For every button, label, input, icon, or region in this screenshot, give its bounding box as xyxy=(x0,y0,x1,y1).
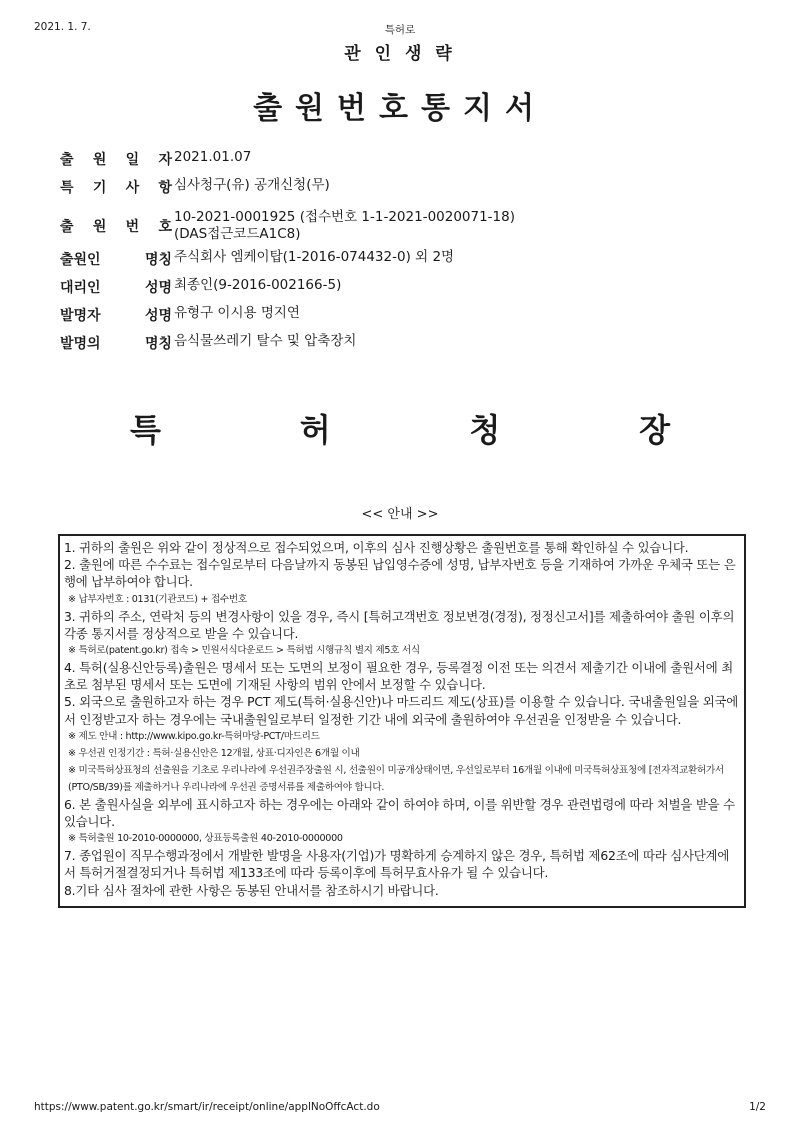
notice-item: 6. 본 출원사실을 외부에 표시하고자 하는 경우에는 아래와 같이 하여야 하며, 이를 위반할 경우 관련법령에 따라 처벌을 받을 수 있습니다. xyxy=(64,796,735,830)
info-label: 출원인 명칭 xyxy=(60,252,172,268)
notice-subnote: ※ 제도 안내 : http://www.kipo.go.kr-특허마당-PCT/마드리드 xyxy=(68,730,320,742)
info-label: 발명자 성명 xyxy=(60,308,172,324)
document-title: 출원번호통지서 xyxy=(253,91,547,126)
authority-char: 특 xyxy=(130,411,161,449)
info-label: 출 원 일 자 xyxy=(60,152,172,168)
notice-item: 3. 귀하의 주소, 연락처 등의 변경사항이 있을 경우, 즉시 [특허고객번호 정보변경(경정), 정정신고서]를 제출하여야 출원 이후의 각종 통지서를 정상적으로 받을 수 있습니다. xyxy=(64,608,735,641)
notice-subnote: ※ 특허로(patent.go.kr) 접속 > 민원서식다운로드 > 특허법 시행규칙 별지 제5호 서식 xyxy=(68,645,420,657)
notice-item: 2. 출원에 따른 수수료는 접수일로부터 다음날까지 동봉된 납입영수증에 성명, 납부자번호 등을 기재하여 가까운 우체국 또는 은행에 납부하여야 합니다. xyxy=(64,557,736,590)
footer-url: https://www.patent.go.kr/smart/ir/receipt/online/applNoOffcAct.do xyxy=(34,1101,380,1113)
info-row-applicant xyxy=(60,249,760,277)
info-label: 특 기 사 항 xyxy=(60,180,172,196)
das-access-code: (DAS접근코드A1C8) xyxy=(174,225,301,242)
notice-item: 7. 종업원이 직무수행과정에서 개발한 발명을 사용자(기업)가 명확하게 승계하지 않은 경우, 특허법 제62조에 따라 심사단계에서 특허거절결정되거나 특허법 제133조에 따라 등록이후에 특허무효사유가 될 수 있습니다. xyxy=(64,848,730,881)
info-row-invention-title xyxy=(60,333,760,361)
notice-subnote: ※ 납부자번호 : 0131(기관코드) + 접수번호 xyxy=(68,593,247,605)
info-value: 음식물쓰레기 탈수 및 압축장치 xyxy=(174,333,357,349)
application-number: 10-2021-0001925 (접수번호 1-1-2021-0020071-18) xyxy=(174,208,516,225)
info-row-application-date xyxy=(60,149,760,177)
info-value: 심사청구(유) 공개신청(무) xyxy=(174,177,330,193)
info-label: 대리인 성명 xyxy=(60,280,172,296)
notice-subnote: ※ 미국특허상표청의 선출원을 기초로 우리나라에 우선권주장출원 시, 선출원이 미공개상태이면, 우선일로부터 16개월 이내에 미국특허상표청에 [전자적교환허가서(PTO/SB/39)를 제출하거나 우리나라에 우선권 증명서류를 제출하여야 합니다. xyxy=(68,764,724,793)
print-date: 2021. 1. 7. xyxy=(34,21,91,33)
info-row-application-number xyxy=(60,205,760,246)
notice-subnote: ※ 특허출원 10-2010-0000000, 상표등록출원 40-2010-0000000 xyxy=(68,833,343,845)
info-value: 2021.01.07 xyxy=(174,149,252,165)
authority-char: 허 xyxy=(299,411,331,449)
site-name: 특허로 xyxy=(384,24,416,36)
issuing-authority xyxy=(130,405,670,451)
info-row-special-notes xyxy=(60,177,760,205)
notice-item: 8.기타 심사 절차에 관한 사항은 동봉된 안내서를 참조하시기 바랍니다. xyxy=(64,882,439,898)
info-label: 발명의 명칭 xyxy=(60,336,172,352)
authority-char: 청 xyxy=(469,411,501,449)
info-value: 최종인(9-2016-002166-5) xyxy=(174,277,342,293)
info-label: 출 원 번 호 xyxy=(60,218,172,235)
notice-subnote: ※ 우선권 인정기간 : 특허·실용신안은 12개월, 상표·디자인은 6개월 이내 xyxy=(68,747,360,759)
guide-heading: << 안내 >> xyxy=(361,507,439,522)
info-row-inventors xyxy=(60,305,760,333)
notice-item: 5. 외국으로 출원하고자 하는 경우 PCT 제도(특허·실용신안)나 마드리드 제도(상표)를 이용할 수 있습니다. 국내출원일을 외국에서 인정받고자 하는 경우에는 국내출원일로부터 일정한 기간 내에 외국에 출원하여야 우선권을 인정받을 수 있습니다. xyxy=(64,694,739,727)
notice-item: 1. 귀하의 출원은 위와 같이 정상적으로 접수되었으며, 이후의 심사 진행상황은 출원번호를 통해 확인하실 수 있습니다. xyxy=(64,540,689,555)
application-info xyxy=(60,149,760,361)
info-value xyxy=(174,209,515,243)
page-number: 1/2 xyxy=(749,1101,766,1113)
notice-item: 4. 특허(실용신안등록)출원은 명세서 또는 도면의 보정이 필요한 경우, 등록결정 이전 또는 의견서 제출기간 이내에 출원서에 최초로 첨부된 명세서 또는 도면에 기재된 사항의 범위 안에서 보정할 수 있습니다. xyxy=(64,660,733,693)
seal-omitted-label: 관 인 생 략 xyxy=(344,44,456,64)
notice-box xyxy=(58,534,746,908)
info-value: 유형구 이시용 명지연 xyxy=(174,305,300,321)
info-value: 주식회사 엠케이탑(1-2016-074432-0) 외 2명 xyxy=(174,249,455,265)
info-row-agent xyxy=(60,277,760,305)
authority-char: 장 xyxy=(639,411,670,449)
